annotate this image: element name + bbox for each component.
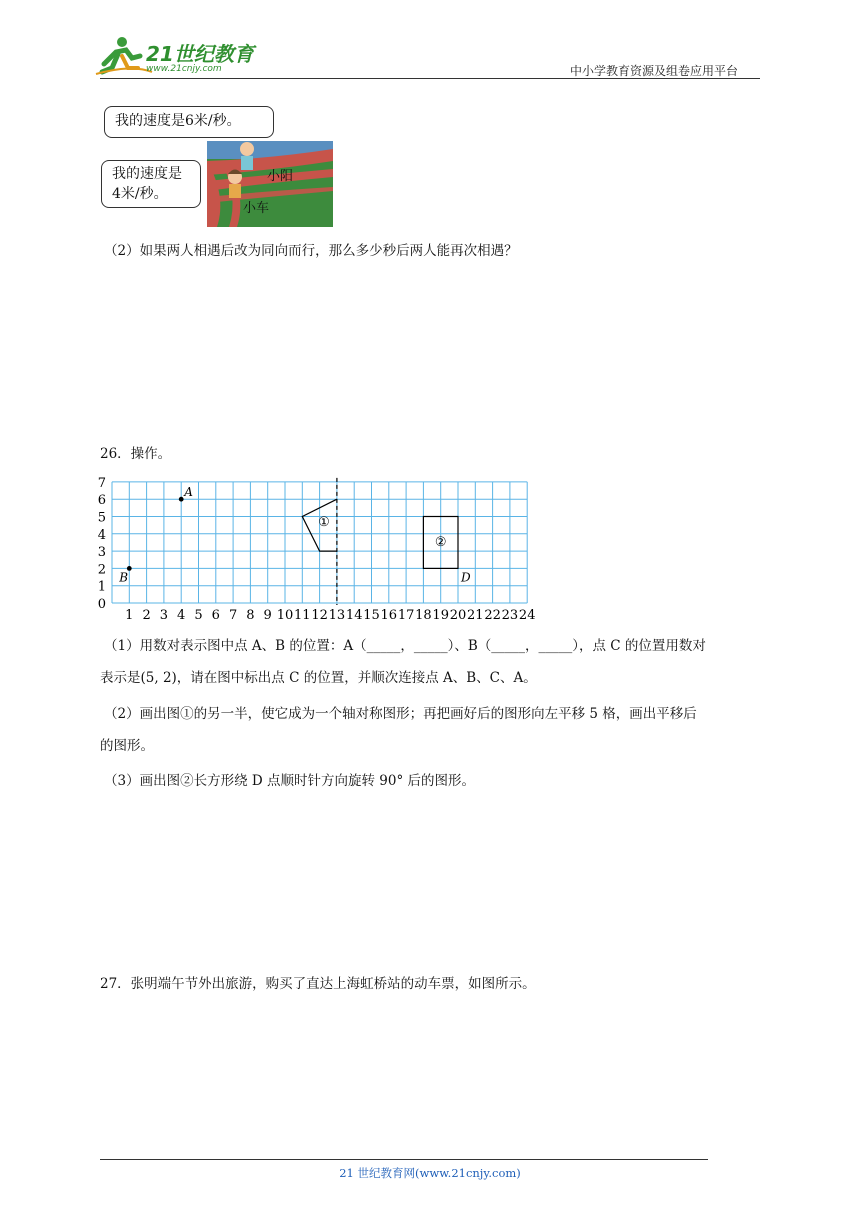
footer-divider: [100, 1159, 708, 1160]
y-tick-label: 7: [97, 475, 106, 491]
q26-p3: （3）画出图②长方形绕 D 点顺时针方向旋转 90° 后的图形。: [104, 773, 476, 789]
q26-p2-line2: 的图形。: [100, 738, 154, 754]
logo-text: 21世纪教育: [146, 42, 254, 66]
x-tick-label: 18: [415, 608, 432, 623]
y-tick-label: 0: [97, 597, 106, 612]
x-tick-label: 11: [294, 608, 311, 623]
y-tick-label: 6: [97, 493, 106, 509]
x-tick-label: 19: [432, 608, 449, 623]
q26-title: 26．操作。: [100, 446, 172, 462]
x-tick-label: 7: [228, 608, 238, 623]
track-image: [207, 141, 333, 227]
x-tick-label: 4: [177, 608, 186, 623]
header-right-text: 中小学教育资源及组卷应用平台: [570, 64, 739, 78]
header-logo: [92, 34, 262, 78]
x-tick-label: 3: [159, 608, 169, 623]
shape-1-label: ①: [318, 515, 330, 531]
y-tick-label: 4: [97, 527, 106, 543]
running-track-icon: [207, 141, 333, 227]
point-a-label: A: [184, 485, 193, 500]
y-tick-label: 2: [97, 562, 106, 578]
logo-url: www.21cnjy.com: [146, 64, 222, 74]
x-tick-label: 16: [380, 608, 398, 623]
y-tick-label: 3: [97, 545, 106, 561]
point-b-label: B: [119, 570, 129, 585]
x-tick-label: 13: [328, 608, 346, 623]
x-tick-label: 14: [345, 608, 363, 623]
x-tick-label: 22: [484, 608, 501, 623]
y-tick-label: 5: [97, 510, 106, 526]
footer-text: 21 世纪教育网(www.21cnjy.com): [339, 1166, 521, 1180]
point-a: [179, 497, 184, 502]
x-tick-label: 5: [194, 608, 203, 623]
x-tick-label: 1: [125, 608, 134, 623]
q26-p1-line2: 表示是(5, 2)，请在图中标出点 C 的位置，并顺次连接点 A、B、C、A。: [100, 670, 537, 686]
q26-p2-line1: （2）画出图①的另一半，使它成为一个轴对称图形；再把画好后的图形向左平移 5 格，画出平移后: [104, 706, 697, 722]
q25-part2: （2）如果两人相遇后改为同向而行，那么多少秒后两人能再次相遇？: [104, 243, 518, 259]
q27-title: 27．张明端午节外出旅游，购买了直达上海虹桥站的动车票，如图所示。: [100, 976, 536, 992]
x-tick-label: 21: [467, 608, 484, 623]
label-xiaoche: 小车: [243, 201, 270, 216]
q26-p1-line1: （1）用数对表示图中点 A、B 的位置：A（_____，_____）、B（_____，_____），点 C 的位置用数对: [104, 638, 706, 654]
coordinate-grid: [90, 472, 550, 627]
x-tick-label: 17: [397, 608, 415, 623]
bubble-2-line1: 我的速度是: [112, 166, 182, 182]
x-tick-label: 10: [276, 608, 294, 623]
bubble-1-text: 我的速度是6米/秒。: [115, 113, 241, 129]
x-tick-label: 15: [363, 608, 380, 623]
speech-bubble-2: [101, 160, 201, 208]
x-tick-label: 12: [311, 608, 328, 623]
point-d-label: D: [461, 570, 471, 585]
x-tick-label: 23: [501, 608, 519, 623]
bubble-2-line2: 4米/秒。: [112, 186, 168, 202]
x-tick-label: 6: [211, 608, 220, 623]
label-xiaoyang: 小阳: [267, 169, 294, 184]
x-tick-label: 8: [246, 608, 255, 623]
y-tick-label: 1: [97, 579, 106, 595]
x-tick-label: 20: [449, 608, 467, 623]
header-divider: [100, 78, 760, 79]
x-tick-label: 9: [263, 608, 272, 623]
x-tick-label: 24: [518, 608, 536, 623]
shape-2-label: ②: [434, 534, 447, 550]
speech-bubble-1: [104, 106, 274, 138]
x-tick-label: 2: [142, 608, 151, 623]
